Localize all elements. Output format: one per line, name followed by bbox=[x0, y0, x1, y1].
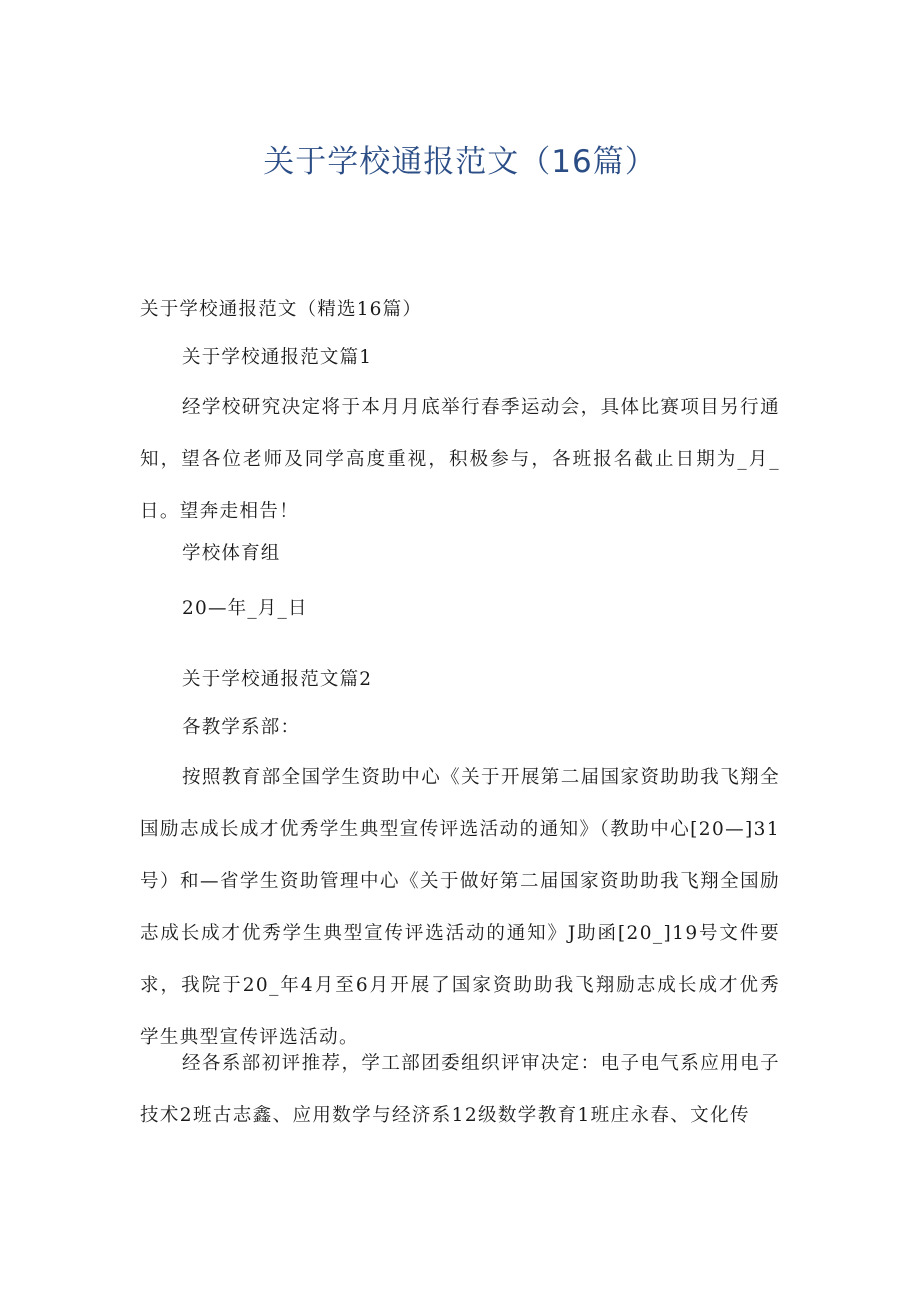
section1-body: 经学校研究决定将于本月月底举行春季运动会，具体比赛项目另行通知，望各位老师及同学高度重视，积极参与，各班报名截止日期为_月_日。望奔走相告！ bbox=[140, 397, 780, 522]
document-subtitle: 关于学校通报范文（精选16篇） bbox=[140, 299, 423, 320]
section2-body-paragraph-1: 按照教育部全国学生资助中心《关于开展第二届国家资助助我飞翔全国励志成长成才优秀学生典型宣传评选活动的通知》（教助中心[20—]31号）和—省学生资助管理中心《关于做好第二届国家资助助我飞翔全国励志成长成才优秀学生典型宣传评选活动的通知》J助函[20_]19号文件要求，我院于20_年4月至6月开展了国家资助助我飞翔励志成长成才优秀学生典型宣传评选活动。 bbox=[140, 767, 780, 1048]
section1-date: 20—年_月_日 bbox=[182, 598, 308, 619]
document-title: 关于学校通报范文（16篇） bbox=[263, 144, 657, 180]
section2-body-paragraph-2: 经各系部初评推荐，学工部团委组织评审决定：电子电气系应用电子技术2班古志鑫、应用数学与经济系12级数学教育1班庄永春、文化传 bbox=[140, 1053, 780, 1126]
section2-salutation: 各教学系部： bbox=[182, 717, 301, 738]
section2-heading: 关于学校通报范文篇2 bbox=[182, 669, 373, 690]
section1-heading: 关于学校通报范文篇1 bbox=[182, 347, 373, 368]
section1-signature: 学校体育组 bbox=[182, 543, 281, 564]
